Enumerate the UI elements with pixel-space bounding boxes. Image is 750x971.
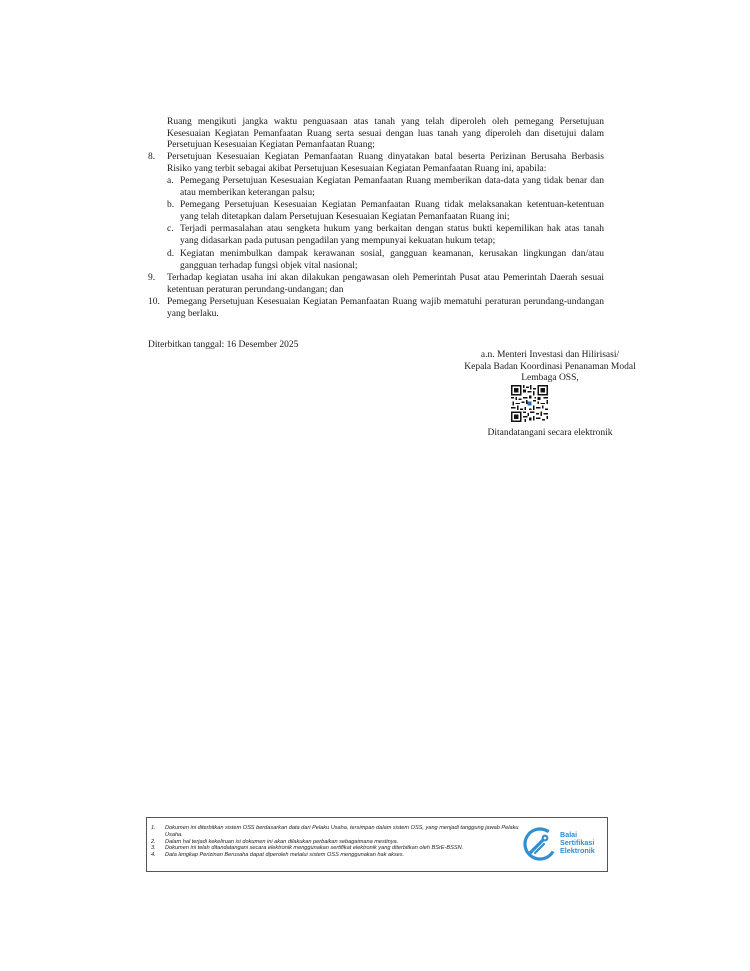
- signature-block: [430, 350, 670, 385]
- subitem-d: [167, 249, 604, 272]
- qr-code-icon: [511, 385, 548, 422]
- electronic-signature-note: Ditandatangani secara elektronik: [487, 428, 613, 438]
- signature-line-1: a.n. Menteri Investasi dan Hilirisasi/: [480, 350, 620, 360]
- list-item-9: [148, 273, 604, 296]
- footer-note: [151, 852, 519, 859]
- signature-line-2: Kepala Badan Koordinasi Penanaman Modal: [464, 361, 636, 372]
- footer-disclaimer-box: [146, 817, 608, 872]
- subitem-letter: a.: [167, 176, 174, 186]
- note-text: Dokumen ini telah ditandatangani secara elektronik menggunakan sertifikat elektronik yang diterbitkan oleh BSrE-BSSN.: [165, 845, 464, 852]
- list-item-10: [148, 297, 604, 320]
- bsre-logo-icon: [523, 827, 557, 861]
- bsre-logo-text: [560, 831, 595, 854]
- subitem-a: [167, 176, 604, 199]
- note-text: Dalam hal terjadi kekeliruan isi dokumen ini akan dilakukan perbaikan sebagaimana mestinya.: [165, 838, 399, 845]
- issued-date: Diterbitkan tanggal: 16 Desember 2025: [148, 340, 299, 350]
- footer-notes: [151, 825, 519, 859]
- subitem-b: [167, 200, 604, 223]
- subitem-text: Pemegang Persetujuan Kesesuaian Kegiatan Pemanfaatan Ruang tidak melaksanakan ketentuan-ketentuan yang telah ditetapkan dalam Persetujuan Kesesuaian Kegiatan Pemanfaatan Ruang ini;: [180, 200, 604, 222]
- logo-line: Elektronik: [560, 845, 595, 855]
- item-number: 10.: [148, 297, 160, 307]
- item-number: 8.: [148, 152, 156, 162]
- subitem-letter: b.: [167, 200, 175, 210]
- subitem-text: Kegiatan menimbulkan dampak kerawanan sosial, gangguan keamanan, kerusakan lingkungan dan/atau gangguan terhadap fungsi objek vital nasional;: [180, 249, 604, 271]
- list-item-8: [148, 152, 604, 175]
- item-text: Terhadap kegiatan usaha ini akan dilakukan pengawasan oleh Pemerintah Pusat atau Pemerintah Daerah sesuai ketentuan peraturan perundang-undangan; dan: [167, 273, 604, 295]
- note-text: Dokumen ini diterbitkan sistem OSS berdasarkan data dari Pelaku Usaha, tersimpan dalam sistem OSS, yang menjadi tanggung jawab Pelaku Usaha.: [165, 825, 519, 838]
- item-number: 9.: [148, 273, 156, 283]
- item-text: Persetujuan Kesesuaian Kegiatan Pemanfaatan Ruang dinyatakan batal beserta Perizinan Berusaha Berbasis Risiko yang terbit sebagai akibat Persetujuan Kesesuaian Kegiatan Pemanfaatan Ruang ini, apabila:: [167, 152, 604, 174]
- item-text: Pemegang Persetujuan Kesesuaian Kegiatan Pemanfaatan Ruang wajib mematuhi peraturan perundang-undangan yang berlaku.: [167, 297, 604, 319]
- subitem-text: Pemegang Persetujuan Kesesuaian Kegiatan Pemanfaatan Ruang memberikan data-data yang tidak benar dan atau memberikan keterangan palsu;: [180, 176, 604, 198]
- subitem-c: [167, 224, 604, 247]
- subitem-letter: c.: [167, 224, 174, 234]
- note-number: 2.: [151, 838, 156, 845]
- logo-line: Balai: [560, 830, 578, 839]
- subitem-text: Terjadi permasalahan atau sengketa hukum yang berkaitan dengan status bukti kepemilikan hak atas tanah yang didasarkan pada putusan pengadilan yang mempunyai kekuatan hukum tetap;: [180, 224, 604, 246]
- subitem-letter: d.: [167, 249, 175, 259]
- note-number: 1.: [151, 825, 156, 831]
- footer-note: [151, 825, 519, 839]
- note-text: Data lengkap Perizinan Berusaha dapat diperoleh melalui sistem OSS menggunakan hak akses.: [165, 852, 405, 859]
- footer-note: [151, 839, 519, 846]
- signature-line-3: Lembaga OSS,: [521, 373, 579, 384]
- note-number: 4.: [151, 852, 156, 859]
- footer-note: [151, 845, 519, 852]
- logo-line: Sertifikasi: [560, 837, 595, 847]
- continuation-paragraph: Ruang mengikuti jangka waktu penguasaan atas tanah yang telah diperoleh oleh pemegang Persetujuan Kesesuaian Kegiatan Pemanfaatan Ruang serta sesuai dengan luas tanah yang diperoleh dan disetujui dalam Persetujuan Kesesuaian Kegiatan Pemanfaatan Ruang;: [167, 117, 604, 151]
- note-number: 3.: [151, 845, 156, 852]
